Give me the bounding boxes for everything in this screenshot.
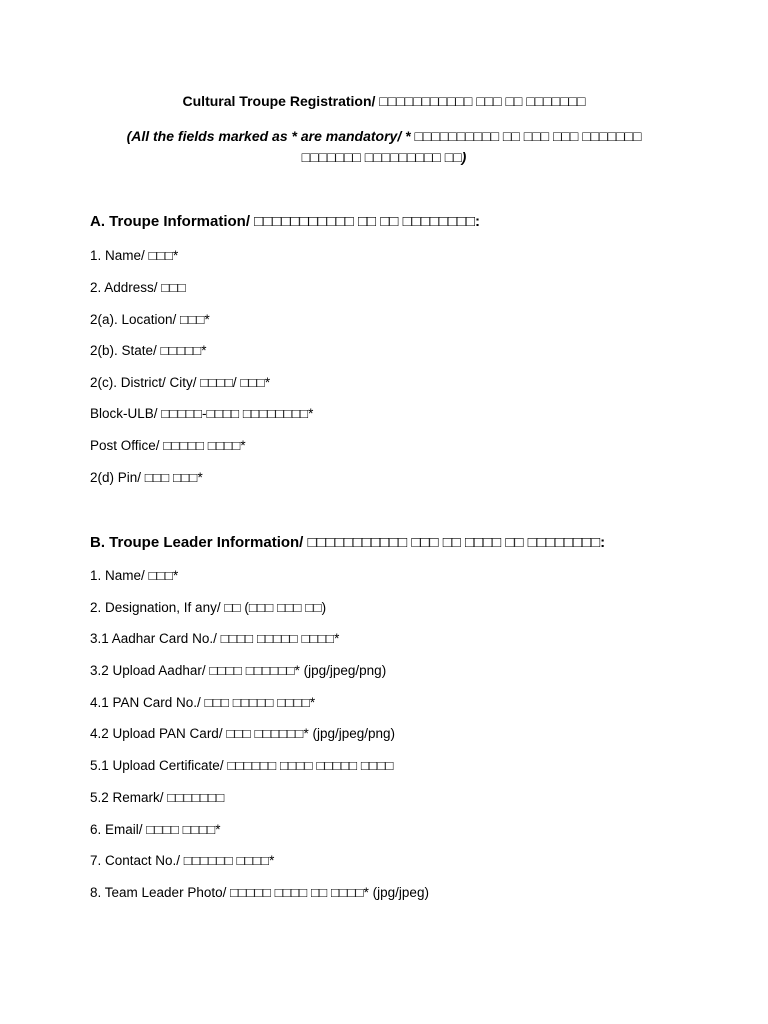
field-troupe-block: Block-ULB/ □□□□□-□□□□ □□□□□□□□*	[90, 406, 314, 421]
field-pan-number: 4.1 PAN Card No./ □□□ □□□□□ □□□□*	[90, 695, 316, 710]
field-troupe-district: 2(c). District/ City/ □□□□/ □□□*	[90, 375, 271, 390]
document-title: Cultural Troupe Registration/ □□□□□□□□□□□ □□□ □□ □□□□□□□	[182, 93, 586, 109]
field-aadhar-number: 3.1 Aadhar Card No./ □□□□ □□□□□ □□□□*	[90, 631, 340, 646]
field-aadhar-upload: 3.2 Upload Aadhar/ □□□□ □□□□□□* (jpg/jpeg/png)	[90, 663, 387, 678]
field-troupe-state: 2(b). State/ □□□□□*	[90, 343, 207, 358]
field-email: 6. Email/ □□□□ □□□□*	[90, 822, 221, 837]
field-troupe-address: 2. Address/ □□□	[90, 280, 186, 295]
field-troupe-location: 2(a). Location/ □□□*	[90, 312, 210, 327]
field-leader-name: 1. Name/ □□□*	[90, 568, 179, 583]
section-b-heading: B. Troupe Leader Information/ □□□□□□□□□□□ □□□ □□ □□□□ □□ □□□□□□□□:	[90, 534, 606, 551]
section-a-heading: A. Troupe Information/ □□□□□□□□□□□ □□ □□ □□□□□□□□:	[90, 213, 481, 230]
field-remark: 5.2 Remark/ □□□□□□□	[90, 790, 225, 805]
field-troupe-name: 1. Name/ □□□*	[90, 248, 179, 263]
field-leader-designation: 2. Designation, If any/ □□ (□□□ □□□ □□)	[90, 600, 327, 615]
field-troupe-pin: 2(d) Pin/ □□□ □□□*	[90, 470, 203, 485]
field-leader-photo: 8. Team Leader Photo/ □□□□□ □□□□ □□ □□□□* (jpg/jpeg)	[90, 885, 429, 900]
field-contact-number: 7. Contact No./ □□□□□□ □□□□*	[90, 853, 275, 868]
mandatory-note: (All the fields marked as * are mandatory/ * □□□□□□□□□□ □□ □□□ □□□ □□□□□□□ □□□□□□□ □□□□□□□□□ □□)	[126, 128, 642, 165]
field-certificate-upload: 5.1 Upload Certificate/ □□□□□□ □□□□ □□□□□ □□□□	[90, 758, 394, 773]
field-pan-upload: 4.2 Upload PAN Card/ □□□ □□□□□□* (jpg/jpeg/png)	[90, 726, 396, 741]
field-troupe-post-office: Post Office/ □□□□□ □□□□*	[90, 438, 246, 453]
